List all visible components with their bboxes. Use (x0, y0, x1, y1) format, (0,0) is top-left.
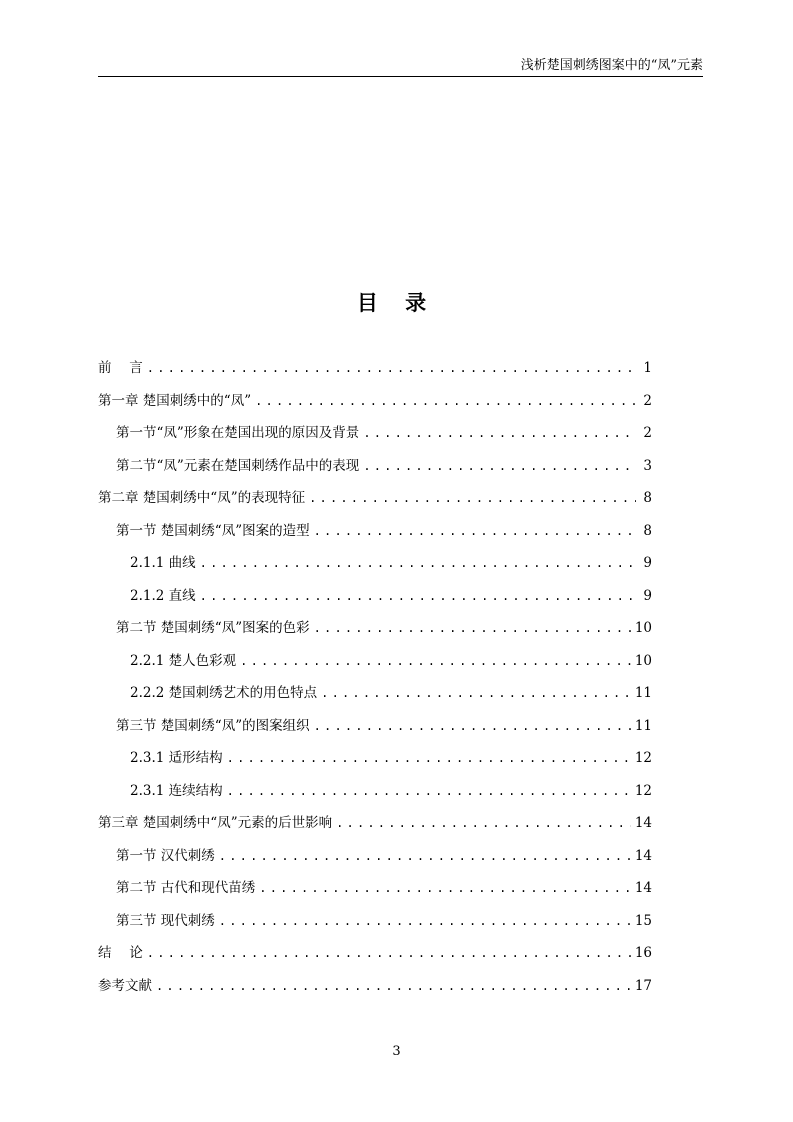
toc-entry-label: 第二节“凤”元素在楚国刺绣作品中的表现 (116, 457, 360, 474)
toc-entry-page: 14 (634, 847, 652, 864)
toc-leader-dots (363, 453, 636, 479)
toc-entry-page: 9 (643, 555, 652, 571)
toc-entry-label: 前 言 (98, 360, 143, 376)
toc-entry-page: 2 (643, 425, 652, 441)
toc-leader-dots (147, 940, 631, 966)
toc-entry[interactable] (98, 550, 652, 583)
toc-entry-label: 参考文献 (98, 977, 152, 994)
toc-entry[interactable] (98, 745, 652, 778)
toc-entry-page: 14 (634, 880, 652, 896)
toc-entry[interactable] (98, 388, 652, 421)
toc-entry-label: 第二节 楚国刺绣“凤”图案的色彩 (116, 620, 310, 636)
toc-entry[interactable] (98, 420, 652, 453)
toc-leader-dots (200, 583, 636, 609)
toc-entry[interactable] (98, 485, 652, 518)
toc-entry-label: 2.1.1 曲线 (130, 555, 196, 571)
toc-leader-dots (227, 778, 631, 804)
toc-entry-page: 11 (634, 717, 652, 734)
toc-leader-dots (363, 420, 636, 446)
toc-leader-dots (309, 485, 636, 511)
toc-entry[interactable] (98, 875, 652, 908)
toc-leader-dots (200, 550, 636, 576)
toc-entry-label: 第三章 楚国刺绣中“凤”元素的后世影响 (98, 815, 333, 831)
toc-title: 目 录 (356, 291, 437, 315)
table-of-contents (98, 355, 652, 1005)
toc-leader-dots (314, 615, 631, 641)
toc-entry-label: 第三节 楚国刺绣“凤”的图案组织 (116, 717, 310, 734)
toc-leader-dots (219, 843, 631, 869)
toc-leader-dots (314, 713, 631, 739)
toc-entry-page: 8 (643, 522, 652, 539)
toc-entry-page: 8 (643, 490, 652, 506)
running-header: 浅析楚国刺绣图案中的“凤”元素 (98, 56, 703, 77)
toc-entry-page: 10 (634, 652, 652, 669)
toc-entry-page: 3 (643, 457, 652, 474)
toc-entry-page: 2 (643, 392, 652, 409)
toc-entry[interactable] (98, 843, 652, 876)
toc-entry[interactable] (98, 940, 652, 973)
toc-leader-dots (219, 908, 631, 934)
toc-entry-page: 10 (634, 620, 652, 636)
toc-entry-label: 2.2.1 楚人色彩观 (130, 652, 237, 669)
toc-entry-label: 2.2.2 楚国刺绣艺术的用色特点 (130, 685, 318, 701)
toc-entry-page: 16 (634, 945, 652, 961)
toc-entry-page: 15 (634, 912, 652, 929)
toc-entry-page: 9 (643, 587, 652, 604)
toc-entry-page: 12 (634, 750, 652, 766)
toc-leader-dots (259, 875, 631, 901)
toc-leader-dots (240, 648, 631, 674)
toc-entry-label: 第二章 楚国刺绣中“凤”的表现特征 (98, 490, 306, 506)
toc-entry-label: 第一节 汉代刺绣 (116, 847, 215, 864)
toc-entry[interactable] (98, 908, 652, 941)
page-number: 3 (392, 1044, 401, 1059)
toc-entry[interactable] (98, 778, 652, 811)
toc-entry-label: 2.3.1 适形结构 (130, 750, 223, 766)
toc-entry-label: 2.1.2 直线 (130, 587, 196, 604)
toc-entry[interactable] (98, 355, 652, 388)
toc-leader-dots (321, 680, 631, 706)
toc-leader-dots (314, 518, 636, 544)
toc-entry-page: 12 (634, 782, 652, 799)
toc-leader-dots (156, 973, 631, 999)
toc-entry[interactable] (98, 583, 652, 616)
toc-entry-label: 第二节 古代和现代苗绣 (116, 880, 256, 896)
toc-leader-dots (336, 810, 631, 836)
toc-leader-dots (147, 355, 636, 381)
toc-entry-page: 14 (634, 815, 652, 831)
toc-entry-label: 结 论 (98, 945, 143, 961)
toc-entry-page: 17 (634, 977, 652, 994)
toc-entry-label: 第一章 楚国刺绣中的“凤” (98, 392, 252, 409)
toc-entry[interactable] (98, 453, 652, 486)
toc-leader-dots (227, 745, 631, 771)
toc-entry[interactable] (98, 810, 652, 843)
toc-entry[interactable] (98, 518, 652, 551)
toc-entry[interactable] (98, 713, 652, 746)
toc-leader-dots (255, 388, 636, 414)
toc-entry-label: 第三节 现代刺绣 (116, 912, 215, 929)
toc-entry-page: 11 (634, 685, 652, 701)
toc-entry[interactable] (98, 615, 652, 648)
toc-entry-page: 1 (643, 360, 652, 376)
toc-entry-label: 2.3.1 连续结构 (130, 782, 223, 799)
toc-entry-label: 第一节“凤”形象在楚国出现的原因及背景 (116, 425, 360, 441)
toc-entry[interactable] (98, 648, 652, 681)
toc-entry[interactable] (98, 973, 652, 1006)
toc-entry-label: 第一节 楚国刺绣“凤”图案的造型 (116, 522, 310, 539)
toc-entry[interactable] (98, 680, 652, 713)
